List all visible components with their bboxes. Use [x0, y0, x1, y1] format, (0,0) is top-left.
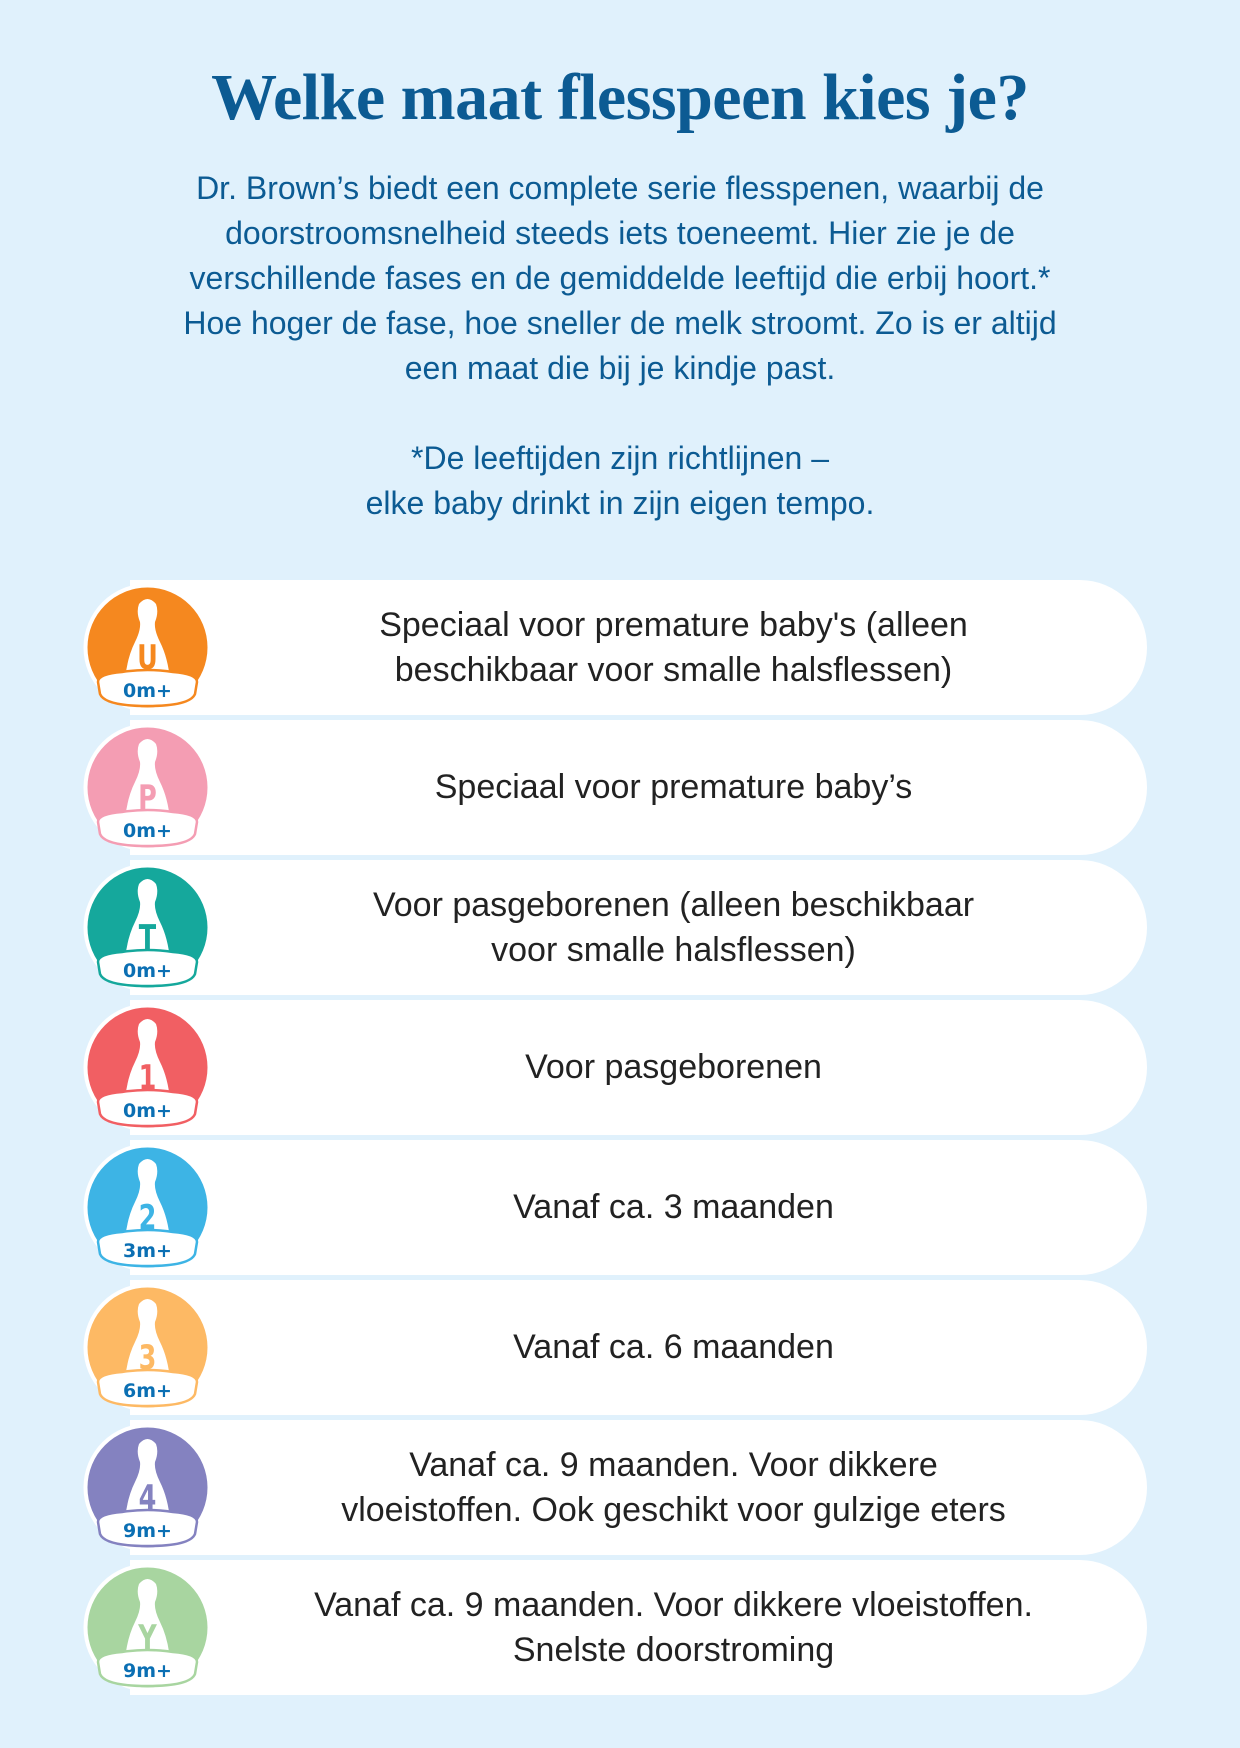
nipple-stage-letter: Y: [138, 1618, 157, 1658]
description-line: Speciaal voor premature baby's (alleen: [379, 605, 968, 644]
description-line: Vanaf ca. 3 maanden: [513, 1188, 834, 1226]
description-bar: [130, 1000, 1147, 1135]
description-line: voor smalle halsflessen): [491, 930, 856, 969]
description-line: Voor pasgeborenen: [525, 1048, 822, 1086]
description-line: Speciaal voor premature baby’s: [434, 768, 913, 806]
nipple-row-p: [80, 720, 1150, 855]
nipple-description: [314, 1583, 1033, 1673]
nipple-badge: [82, 1142, 213, 1273]
nipple-row-2: [80, 1140, 1150, 1275]
description-bar: [130, 720, 1147, 855]
nipple-age-label: 0m+: [123, 680, 172, 702]
nipple-badge: [82, 1002, 213, 1133]
nipple-stage-letter: 3: [138, 1338, 157, 1378]
nipple-row-3: [80, 1280, 1150, 1415]
nipple-badge: [82, 722, 213, 853]
nipple-size-list: [80, 580, 1150, 1700]
page-title: Welke maat flesspeen kies je?: [211, 61, 1029, 134]
nipple-age-label: 9m+: [123, 1520, 172, 1542]
nipple-row-y: [80, 1560, 1150, 1695]
nipple-stage-letter: 1: [138, 1058, 157, 1098]
age-footnote: [70, 436, 1170, 526]
nipple-age-label: 0m+: [123, 960, 172, 982]
nipple-stage-letter: U: [137, 638, 158, 678]
intro-line: verschillende fases en de gemiddelde leeftijd die erbij hoort.*: [189, 260, 1051, 296]
description-line: vloeistoffen. Ook geschikt voor gulzige eters: [341, 1490, 1006, 1529]
nipple-badge: [82, 582, 213, 713]
note-line: *De leeftijden zijn richtlijnen –: [411, 440, 829, 476]
nipple-stage-letter: 2: [138, 1198, 157, 1238]
nipple-age-label: 0m+: [123, 1100, 172, 1122]
nipple-row-t: [80, 860, 1150, 995]
nipple-badge: [82, 1422, 213, 1553]
nipple-description: [435, 765, 913, 810]
nipple-stage-letter: 4: [138, 1478, 157, 1518]
intro-paragraph: [70, 166, 1170, 391]
description-bar: [130, 1140, 1147, 1275]
note-line: elke baby drinkt in zijn eigen tempo.: [365, 485, 875, 521]
description-bar: [130, 1560, 1147, 1695]
nipple-age-label: 0m+: [123, 820, 172, 842]
nipple-description: [513, 1185, 834, 1230]
nipple-age-label: 9m+: [123, 1660, 172, 1682]
nipple-row-1: [80, 1000, 1150, 1135]
nipple-description: [525, 1045, 822, 1090]
nipple-badge: [82, 1282, 213, 1413]
description-line: Vanaf ca. 9 maanden. Voor dikkere: [409, 1445, 938, 1484]
nipple-age-label: 3m+: [123, 1240, 172, 1262]
description-line: Snelste doorstroming: [512, 1630, 835, 1669]
intro-line: Dr. Brown’s biedt een complete serie flesspenen, waarbij de: [196, 170, 1044, 206]
description-line: Vanaf ca. 6 maanden: [513, 1328, 834, 1366]
description-line: Vanaf ca. 9 maanden. Voor dikkere vloeistoffen.: [314, 1585, 1033, 1624]
nipple-description: [513, 1325, 834, 1370]
description-line: beschikbaar voor smalle halsflessen): [394, 650, 953, 689]
description-line: Voor pasgeborenen (alleen beschikbaar: [372, 885, 975, 924]
description-bar: [130, 580, 1147, 715]
description-bar: [130, 1280, 1147, 1415]
intro-line: doorstroomsnelheid steeds iets toeneemt. Hier zie je de: [225, 215, 1015, 251]
intro-line: een maat die bij je kindje past.: [404, 350, 836, 386]
nipple-description: [379, 603, 968, 693]
description-bar: [130, 1420, 1147, 1555]
nipple-description: [341, 1443, 1006, 1533]
nipple-row-4: [80, 1420, 1150, 1555]
nipple-description: [373, 883, 974, 973]
nipple-row-u: [80, 580, 1150, 715]
nipple-age-label: 6m+: [123, 1380, 172, 1402]
intro-line: Hoe hoger de fase, hoe sneller de melk stroomt. Zo is er altijd: [183, 305, 1057, 341]
nipple-badge: [82, 862, 213, 993]
nipple-stage-letter: T: [138, 918, 157, 958]
nipple-stage-letter: P: [138, 778, 157, 818]
nipple-badge: [82, 1562, 213, 1693]
description-bar: [130, 860, 1147, 995]
